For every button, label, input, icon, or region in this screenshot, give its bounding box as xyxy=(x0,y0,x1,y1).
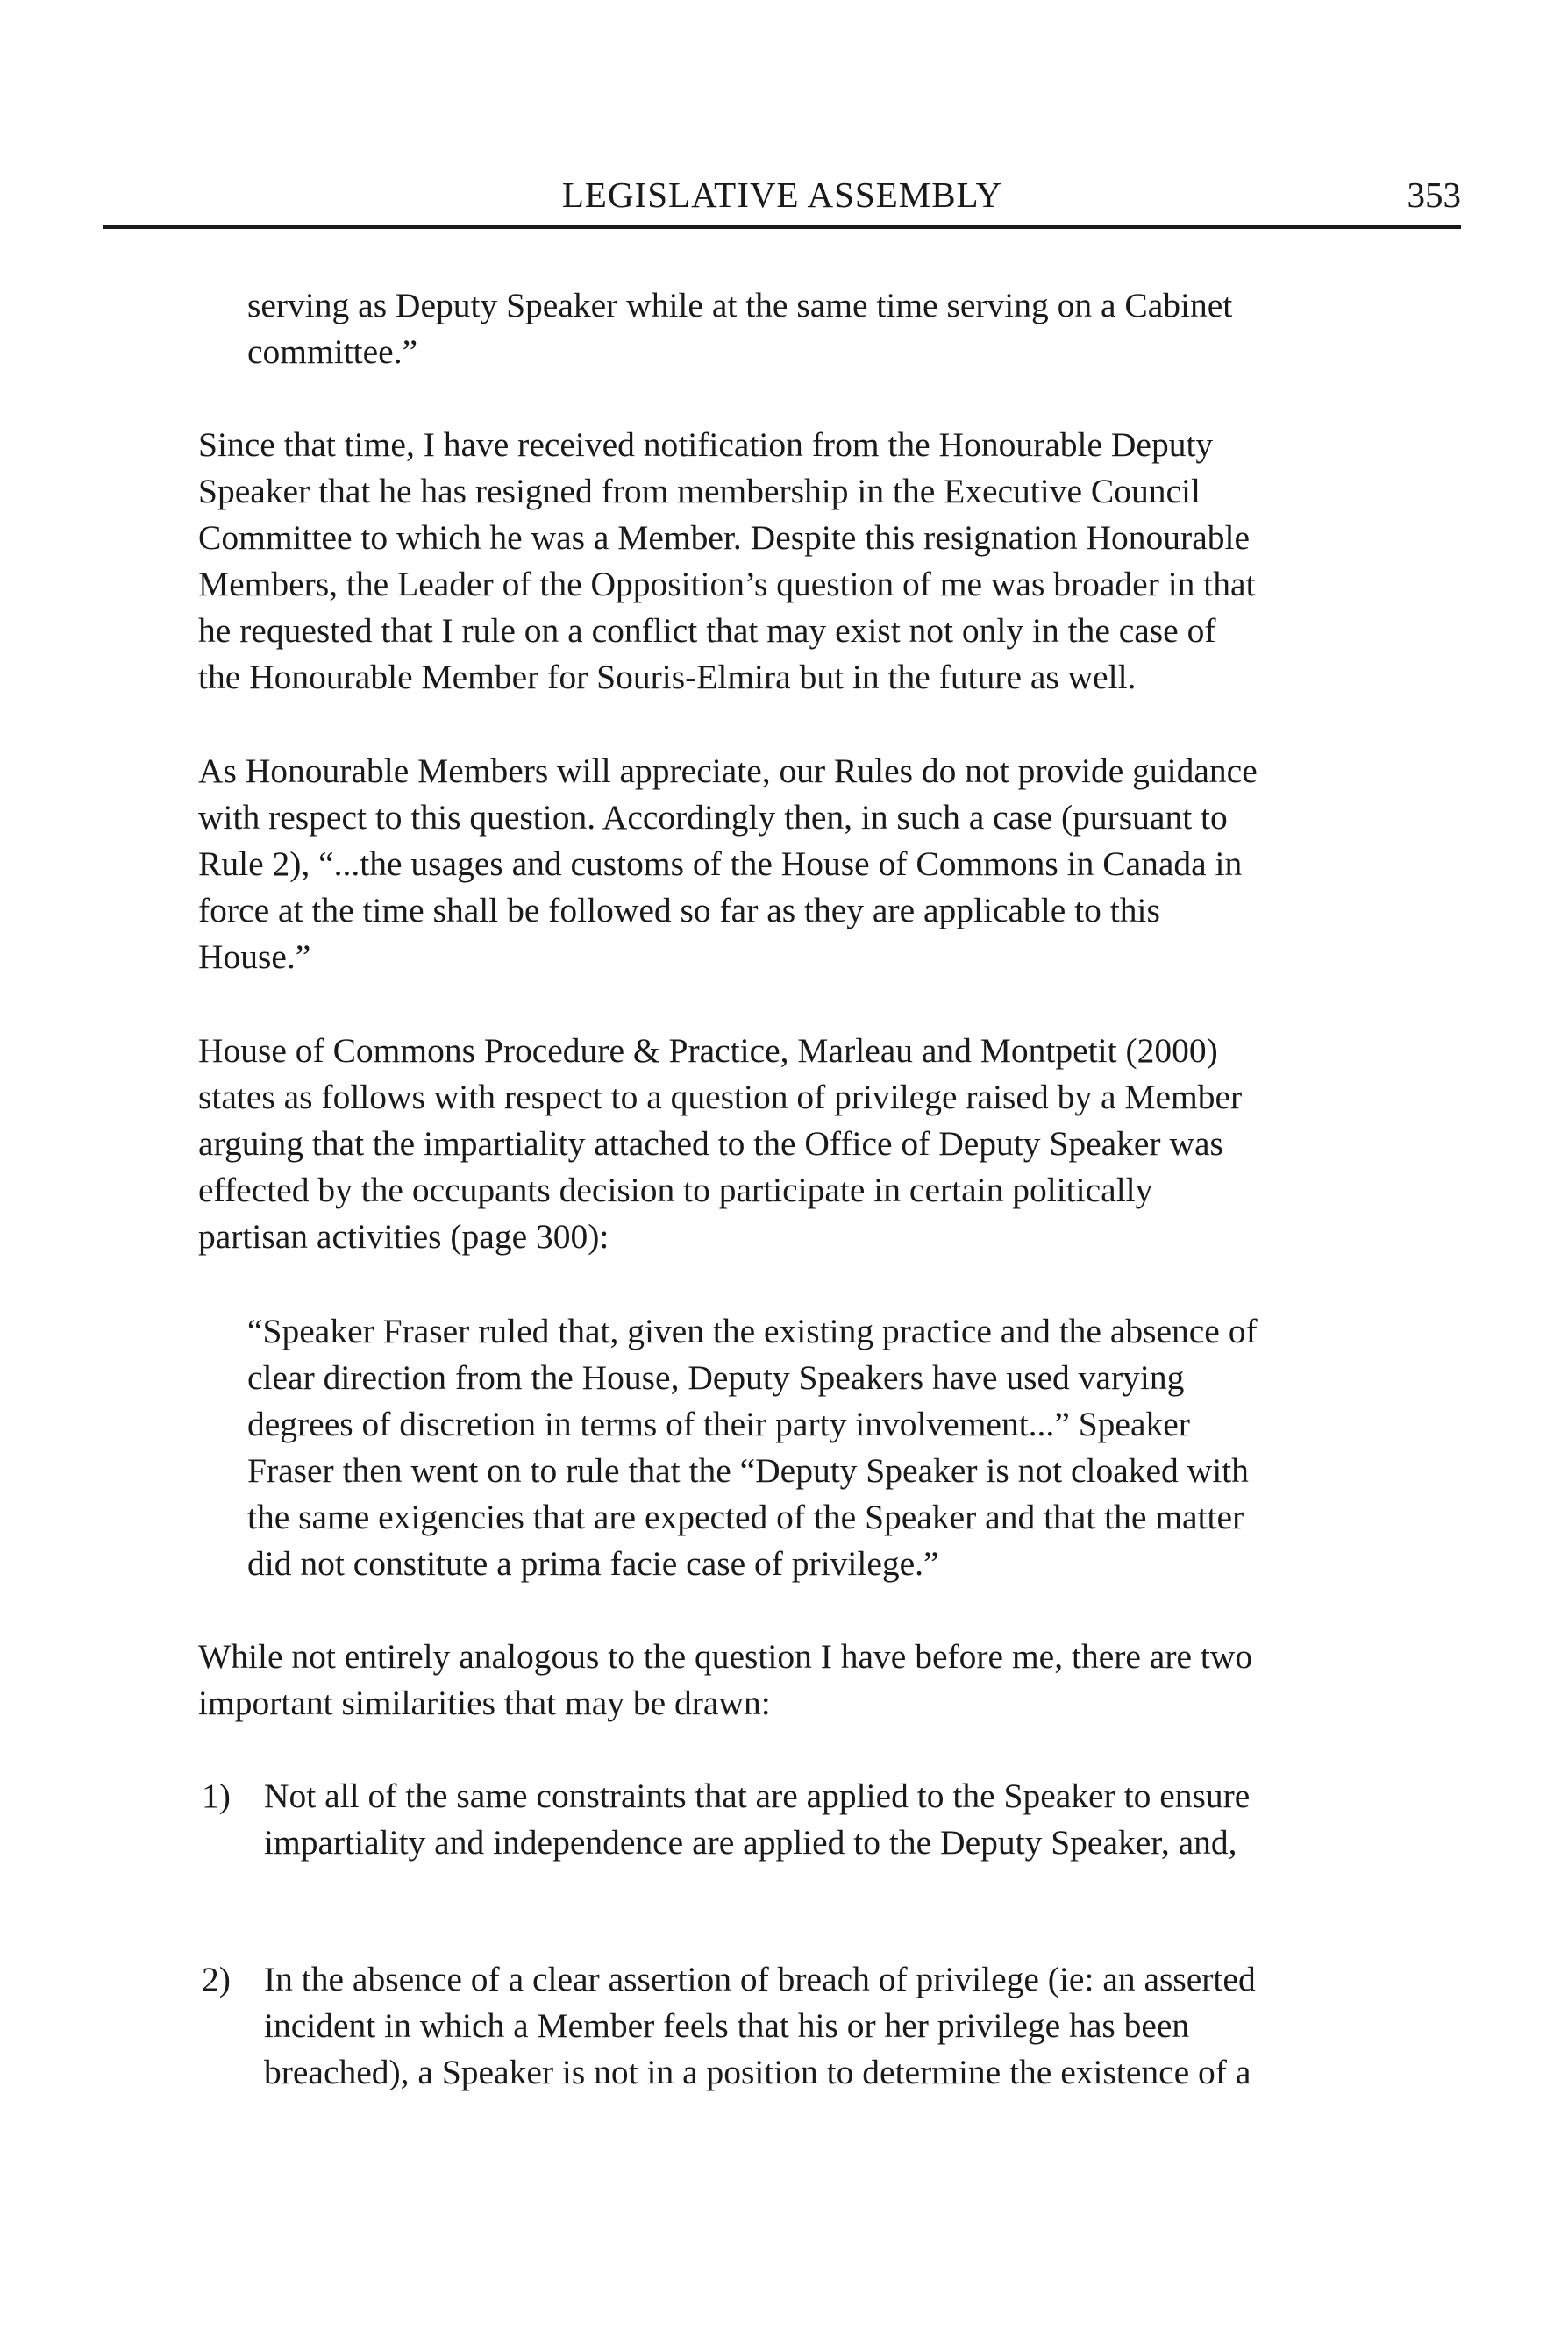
text-line: with respect to this question. Accordingly then, in such a case (pursuant to xyxy=(198,798,1228,837)
text-line: House of Commons Procedure & Practice, Marleau and Montpetit (2000) xyxy=(198,1031,1218,1070)
text-line: did not constitute a prima facie case of privilege.” xyxy=(247,1544,939,1583)
text-line: Members, the Leader of the Opposition’s question of me was broader in that xyxy=(198,565,1256,603)
text-line: committee.” xyxy=(247,332,418,371)
text-line: important similarities that may be drawn: xyxy=(198,1684,771,1722)
text-line: clear direction from the House, Deputy Speakers have used varying xyxy=(247,1358,1185,1397)
text-line: degrees of discretion in terms of their party involvement...” Speaker xyxy=(247,1405,1190,1443)
list-item xyxy=(264,1956,1256,2096)
paragraph-continuation xyxy=(247,282,1232,375)
header-title: LEGISLATIVE ASSEMBLY xyxy=(561,174,1003,215)
text-line: breached), a Speaker is not in a position to determine the existence of a xyxy=(264,2053,1251,2091)
list-item xyxy=(264,1773,1250,1866)
paragraph xyxy=(198,422,1256,701)
paragraph xyxy=(198,1634,1252,1727)
text-line: “Speaker Fraser ruled that, given the existing practice and the absence of xyxy=(247,1312,1258,1350)
text-line: partisan activities (page 300): xyxy=(198,1217,609,1256)
text-line: Committee to which he was a Member. Despite this resignation Honourable xyxy=(198,518,1251,557)
list-number: 1) xyxy=(202,1777,231,1815)
text-line: states as follows with respect to a question of privilege raised by a Member xyxy=(198,1078,1243,1116)
text-line: House.” xyxy=(198,937,311,976)
text-line: While not entirely analogous to the question I have before me, there are two xyxy=(198,1637,1253,1676)
text-line: As Honourable Members will appreciate, our Rules do not provide guidance xyxy=(198,751,1258,790)
running-header xyxy=(103,174,1461,226)
page-number: 353 xyxy=(1407,174,1461,215)
text-line: impartiality and independence are applied to the Deputy Speaker, and, xyxy=(264,1823,1237,1862)
text-line: Since that time, I have received notification from the Honourable Deputy xyxy=(198,425,1214,464)
list-number: 2) xyxy=(202,1960,231,1998)
text-line: the Honourable Member for Souris-Elmira but in the future as well. xyxy=(198,658,1137,696)
header-rule xyxy=(103,225,1461,229)
text-line: In the absence of a clear assertion of breach of privilege (ie: an asserted xyxy=(264,1960,1256,1998)
text-line: Speaker that he has resigned from membership in the Executive Council xyxy=(198,472,1201,510)
paragraph xyxy=(198,1028,1242,1260)
text-line: force at the time shall be followed so far as they are applicable to this xyxy=(198,891,1160,929)
text-line: incident in which a Member feels that his or her privilege has been xyxy=(264,2006,1190,2045)
text-line: Rule 2), “...the usages and customs of the House of Commons in Canada in xyxy=(198,844,1243,883)
text-line: arguing that the impartiality attached to the Office of Deputy Speaker was xyxy=(198,1124,1223,1163)
text-line: the same exigencies that are expected of the Speaker and that the matter xyxy=(247,1498,1244,1536)
text-line: Not all of the same constraints that are applied to the Speaker to ensure xyxy=(264,1777,1251,1815)
block-quote xyxy=(247,1308,1258,1587)
text-line: Fraser then went on to rule that the “Deputy Speaker is not cloaked with xyxy=(247,1451,1249,1490)
text-line: serving as Deputy Speaker while at the same time serving on a Cabinet xyxy=(247,286,1233,324)
paragraph xyxy=(198,748,1258,980)
text-line: effected by the occupants decision to participate in certain politically xyxy=(198,1171,1153,1209)
text-line: he requested that I rule on a conflict that may exist not only in the case of xyxy=(198,611,1216,650)
